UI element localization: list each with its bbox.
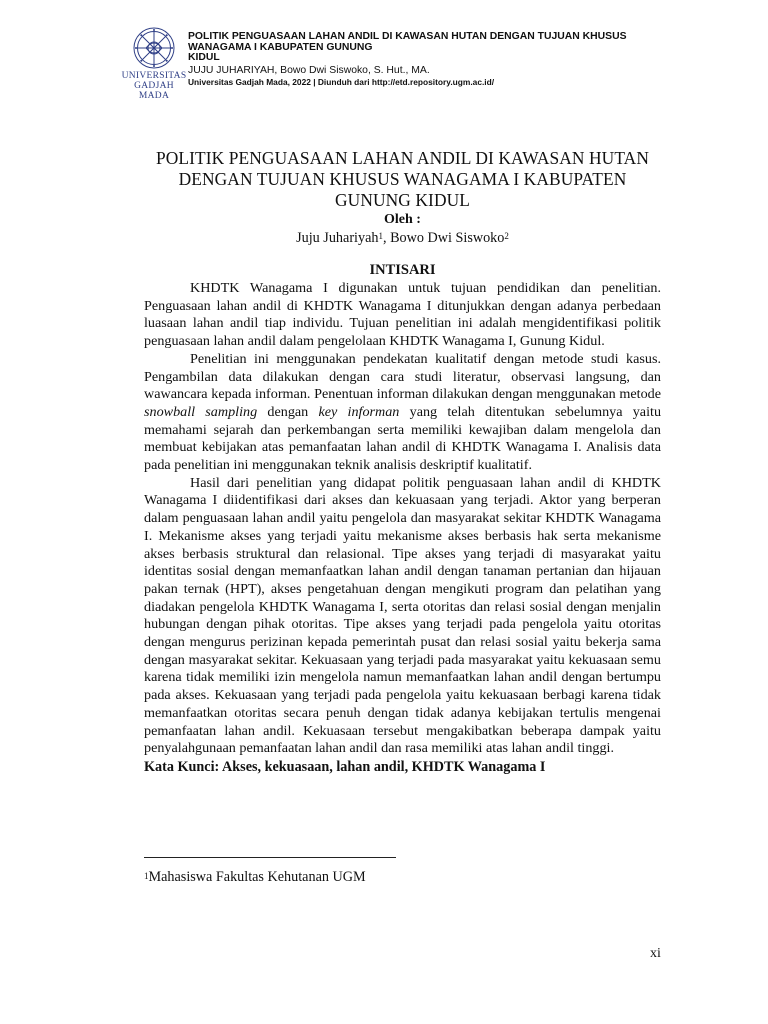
author-footnote-mark: 1 (378, 231, 383, 241)
university-name-line: UNIVERSITAS (121, 71, 187, 81)
article-title-line: POLITIK PENGUASAAN LAHAN ANDIL DI KAWASAN HUTAN (155, 148, 649, 168)
page-number: xi (650, 946, 661, 961)
article-title-line: DENGAN TUJUAN KHUSUS WANAGAMA I KABUPATEN (178, 169, 627, 189)
footnote-divider (144, 857, 396, 858)
author-footnote-mark: 2 (504, 231, 509, 241)
repository-header (120, 26, 660, 101)
article (144, 148, 661, 776)
university-name-line: GADJAH MADA (134, 81, 174, 101)
university-name (120, 71, 188, 101)
ugm-seal-icon (128, 26, 180, 70)
abstract-paragraph: Hasil dari penelitian yang didapat politik penguasaan lahan andil di KHDTK Wanagama I diidentifikasi dari akses dan kekuasaan yang terjadi. Aktor yang berperan dalam penguasaan lahan andil yaitu pengelola dan masyarakat sekitar KHDTK Wanagama I. Mekanisme akses yang terjadi yaitu mekanisme akses berbasis hak serta mekanisme akses berbasis struktural dan relasional. Tipe akses yang terjadi di masyarakat yaitu identitas sosial dengan memanfaatkan lahan andil dengan tanaman pertanian dan hijauan pakan ternak (HPT), akses pengetahuan dengan mengikuti program dan pelatihan yang diadakan pengelola KHDTK Wanagama I, serta otoritas dan relasi sosial dengan menjalin hubungan dengan pihak otoritas. Tipe akses yang terjadi pada pengelola yaitu otoritas dengan mengurus perizinan kepada pemerintah pusat dan relasi sosial yaitu bekerja sama dengan masyarakat sekitar. Kekuasaan yang terjadi pada masyarakat yaitu kekuasaan semu karena tidak memiliki izin mengelola namun memanfaatkan lahan andil dengan bertumpu pada akses. Kekuasaan yang terjadi pada pengelola yaitu kekuasaan berbagi karena tidak memanfaatkan otoritas secara penuh dengan tidak adanya kebijakan tertulis mengenai pemanfaatan lahan andil. Kekuasaan tersebut mengakibatkan beberapa dampak yaitu penyalahgunaan pemanfaatan lahan andil dan rasa memiliki atas lahan andil tinggi. (144, 474, 661, 757)
header-source[interactable]: Universitas Gadjah Mada, 2022 | Diunduh dari http://etd.repository.ugm.ac.id/ (188, 76, 495, 87)
paragraph-text: dengan (257, 403, 319, 420)
ugm-logo (120, 26, 188, 101)
article-title-line: GUNUNG KIDUL (335, 190, 470, 210)
footnote-text: Mahasiswa Fakultas Kehutanan UGM (148, 869, 366, 885)
header-authors: JUJU JUHARIYAH, Bowo Dwi Siswoko, S. Hut., MA. (188, 64, 430, 76)
paragraph-text: Penelitian ini menggunakan pendekatan kualitatif dengan metode studi kasus. Pengambilan data dilakukan dengan cara studi literatur, observasi langsung, dan wawancara kepada informan. Penentuan informan dilakukan dengan menggunakan metode (144, 350, 661, 403)
abstract-paragraph: KHDTK Wanagama I digunakan untuk tujuan pendidikan dan penelitian. Penguasaan lahan andil di KHDTK Wanagama I ditunjukkan dengan adanya perbedaan luasaan lahan andil tiap individu. Tujuan penelitian ini adalah mengidentifikasi politik penguasaan lahan andil dalam pengelolaan KHDTK Wanagama I, Gunung Kidul. (144, 280, 661, 350)
paragraph-text: yang telah ditentukan sebelumnya yaitu memahami sejarah dan perkembangan serta memiliki kewajiban dalam mengelola dan membuat kebijakan atas pemanfaatan lahan andil di KHDTK Wanagama I. Analisis data pada penelitian ini menggunakan teknik analisis deskriptif kualitatif. (144, 403, 662, 474)
header-title-line: KIDUL (188, 52, 220, 63)
author-separator: , (382, 230, 391, 246)
footnote (144, 868, 366, 886)
abstract-paragraph (144, 351, 661, 475)
header-title-line: POLITIK PENGUASAAN LAHAN ANDIL DI KAWASAN HUTAN DENGAN TUJUAN KHUSUS (188, 31, 627, 42)
header-title (188, 32, 658, 64)
italic-term: snowball sampling (144, 403, 258, 420)
article-title (144, 148, 661, 211)
header-text (188, 32, 658, 88)
author-name: Juju Juhariyah (296, 230, 379, 246)
author-list (144, 229, 661, 247)
italic-term: key informan (318, 403, 400, 420)
footnote-mark: 1 (144, 871, 149, 881)
by-label: Oleh : (384, 212, 421, 227)
keywords: Kata Kunci: Akses, kekuasaan, lahan andil, KHDTK Wanagama I (144, 758, 546, 775)
abstract-heading: INTISARI (369, 262, 436, 278)
author-name: Bowo Dwi Siswoko (390, 230, 505, 246)
header-title-line: WANAGAMA I KABUPATEN GUNUNG (188, 41, 373, 53)
